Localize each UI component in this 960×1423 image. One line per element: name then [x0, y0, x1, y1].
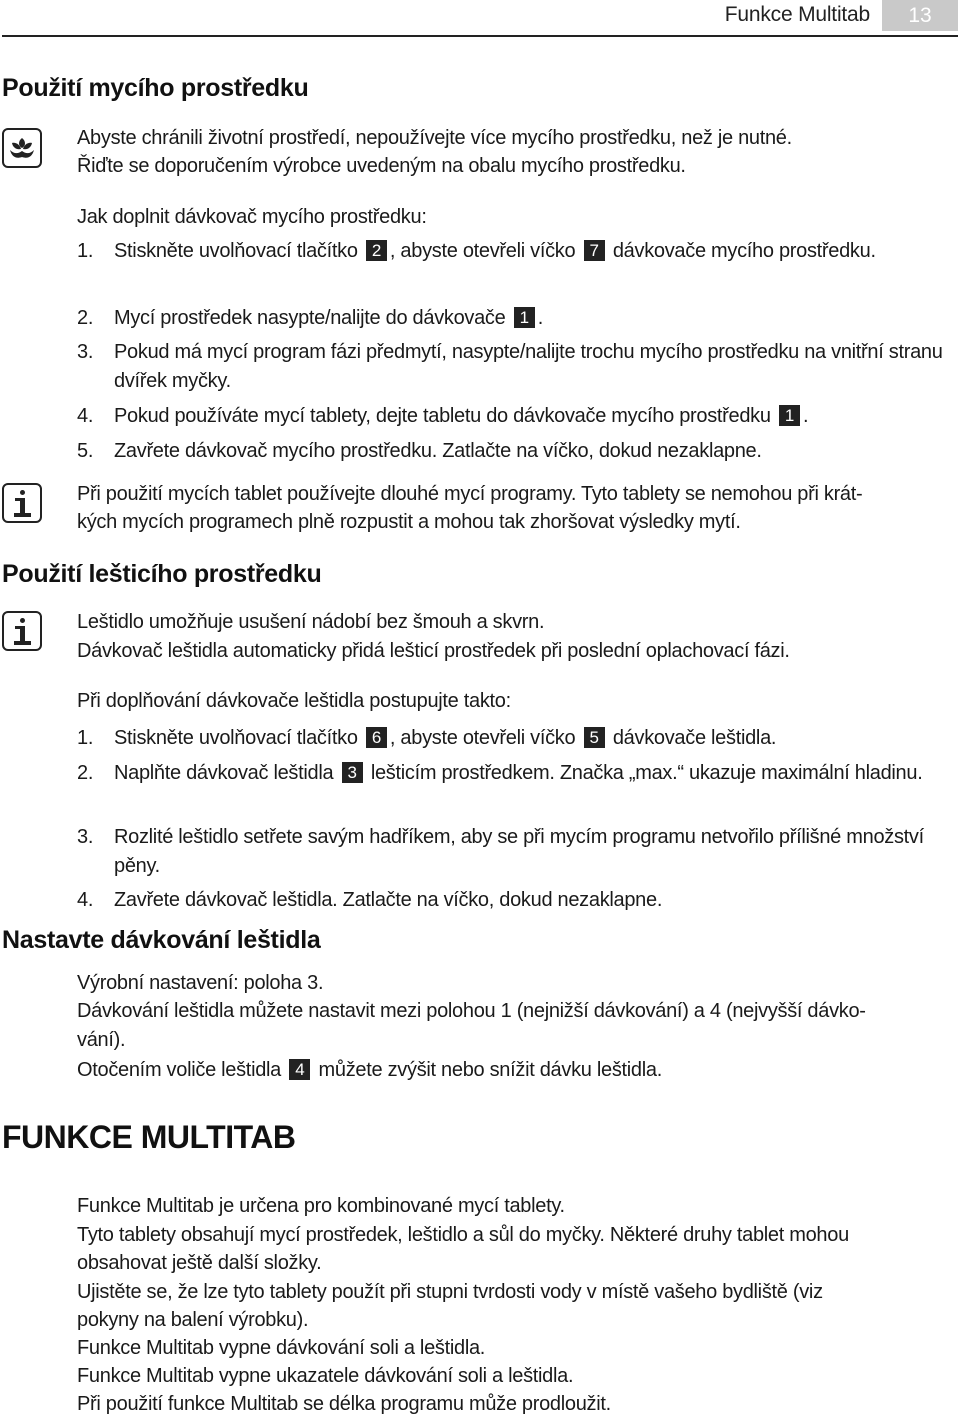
part-number-badge: 6: [366, 727, 387, 748]
list-item: [77, 237, 957, 266]
list-text: dávkovače mycího prostředku.: [612, 240, 876, 262]
section-heading-detergent: Použití mycího prostředku: [2, 74, 309, 102]
part-number-badge: 3: [342, 762, 363, 783]
paragraph-text: Otočením voliče leštidla: [77, 1059, 282, 1081]
list-item: [77, 823, 957, 881]
list-text: Stiskněte uvolňovací tlačítko: [114, 727, 358, 749]
list-text: Rozlité leštidlo setřete savým hadříkem, aby se při mycím programu netvořilo přílišné množství pěny.: [114, 826, 924, 877]
list-item: [77, 304, 957, 333]
part-number-badge: 5: [584, 727, 605, 748]
paragraph: Dávkování leštidla můžete nastavit mezi polohou 1 (nejnižší dávkování) a 4 (nejvyšší dávko-: [77, 1000, 866, 1022]
part-number-badge: 1: [514, 307, 535, 328]
list-number: 2.: [77, 762, 94, 784]
paragraph: Tyto tablety obsahují mycí prostředek, leštidlo a sůl do myčky. Některé druhy tablet mohou: [77, 1224, 849, 1246]
paragraph: Abyste chránili životní prostředí, nepoužívejte více mycího prostředku, než je nutné.: [77, 127, 792, 149]
list-text: , abyste otevřeli víčko: [389, 240, 576, 262]
list-item: [77, 724, 957, 753]
paragraph: Dávkovač leštidla automaticky přidá lešticí prostředek při poslední oplachovací fázi.: [77, 640, 790, 662]
list-number: 4.: [77, 405, 94, 427]
paragraph: Funkce Multitab je určena pro kombinované mycí tablety.: [77, 1195, 565, 1217]
list-item: [77, 886, 957, 915]
paragraph: Při doplňování dávkovače leštidla postupujte takto:: [77, 690, 511, 712]
list-text: , abyste otevřeli víčko: [389, 727, 576, 749]
list-number: 4.: [77, 889, 94, 911]
header-rule: [2, 35, 958, 37]
page-number: 13: [882, 0, 958, 31]
part-number-badge: 1: [779, 405, 800, 426]
list-number: 3.: [77, 826, 94, 848]
list-number: 3.: [77, 341, 94, 363]
part-number-badge: 4: [289, 1059, 310, 1080]
paragraph: kých mycích programech plně rozpustit a mohou tak zhoršovat výsledky mytí.: [77, 511, 741, 533]
paragraph: Výrobní nastavení: poloha 3.: [77, 972, 324, 994]
header-title: Funkce Multitab: [724, 3, 870, 26]
info-icon: [2, 611, 42, 651]
list-text: .: [537, 307, 543, 329]
page-header: [0, 0, 960, 36]
list-text: Naplňte dávkovač leštidla: [114, 762, 334, 784]
part-number-badge: 7: [584, 240, 605, 261]
list-number: 1.: [77, 727, 94, 749]
eco-flower-icon: [2, 128, 42, 168]
paragraph: Funkce Multitab vypne ukazatele dávkování soli a leštidla.: [77, 1365, 574, 1387]
list-text: Mycí prostředek nasypte/nalijte do dávkovače: [114, 307, 506, 329]
list-text: Zavřete dávkovač leštidla. Zatlačte na víčko, dokud nezaklapne.: [114, 889, 663, 911]
list-number: 2.: [77, 307, 94, 329]
list-text: dávkovače leštidla.: [612, 727, 777, 749]
list-item: [77, 437, 957, 466]
paragraph: vání).: [77, 1029, 126, 1051]
list-number: 5.: [77, 440, 94, 462]
section-heading-dosage: Nastavte dávkování leštidla: [2, 926, 321, 954]
list-text: Zavřete dávkovač mycího prostředku. Zatlačte na víčko, dokud nezaklapne.: [114, 440, 762, 462]
list-item: [77, 759, 957, 788]
paragraph: Funkce Multitab vypne dávkování soli a leštidla.: [77, 1337, 486, 1359]
section-heading-rinse-aid: Použití lešticího prostředku: [2, 560, 322, 588]
paragraph: Jak doplnit dávkovač mycího prostředku:: [77, 206, 427, 228]
info-icon: [2, 483, 42, 523]
list-text: Pokud má mycí program fázi předmytí, nasypte/nalijte trochu mycího prostředku na vnitřní stranu dvířek myčky.: [114, 341, 943, 392]
paragraph: Při použití mycích tablet používejte dlouhé mycí programy. Tyto tablety se nemohou při krát-: [77, 483, 863, 505]
paragraph: Ujistěte se, že lze tyto tablety použít při stupni tvrdosti vody v místě vašeho bydliště (viz: [77, 1281, 823, 1303]
list-text: .: [802, 405, 809, 427]
list-number: 1.: [77, 240, 94, 262]
list-text: Stiskněte uvolňovací tlačítko: [114, 240, 358, 262]
paragraph: Leštidlo umožňuje usušení nádobí bez šmouh a skvrn.: [77, 611, 545, 633]
part-number-badge: 2: [366, 240, 387, 261]
chapter-heading: FUNKCE MULTITAB: [2, 1119, 296, 1155]
paragraph: pokyny na balení výrobku).: [77, 1309, 309, 1331]
paragraph-text: můžete zvýšit nebo snížit dávku leštidla.: [318, 1059, 662, 1081]
list-text: Pokud používáte mycí tablety, dejte tabletu do dávkovače mycího prostředku: [114, 405, 771, 427]
paragraph: [77, 1056, 957, 1085]
list-text: lešticím prostředkem. Značka „max.“ ukazuje maximální hladinu.: [370, 762, 923, 784]
list-item: [77, 402, 957, 431]
paragraph: Při použití funkce Multitab se délka programu může prodloužit.: [77, 1393, 611, 1415]
paragraph: Řiďte se doporučením výrobce uvedeným na obalu mycího prostředku.: [77, 155, 686, 177]
paragraph: obsahovat ještě další složky.: [77, 1252, 322, 1274]
list-item: [77, 338, 957, 396]
